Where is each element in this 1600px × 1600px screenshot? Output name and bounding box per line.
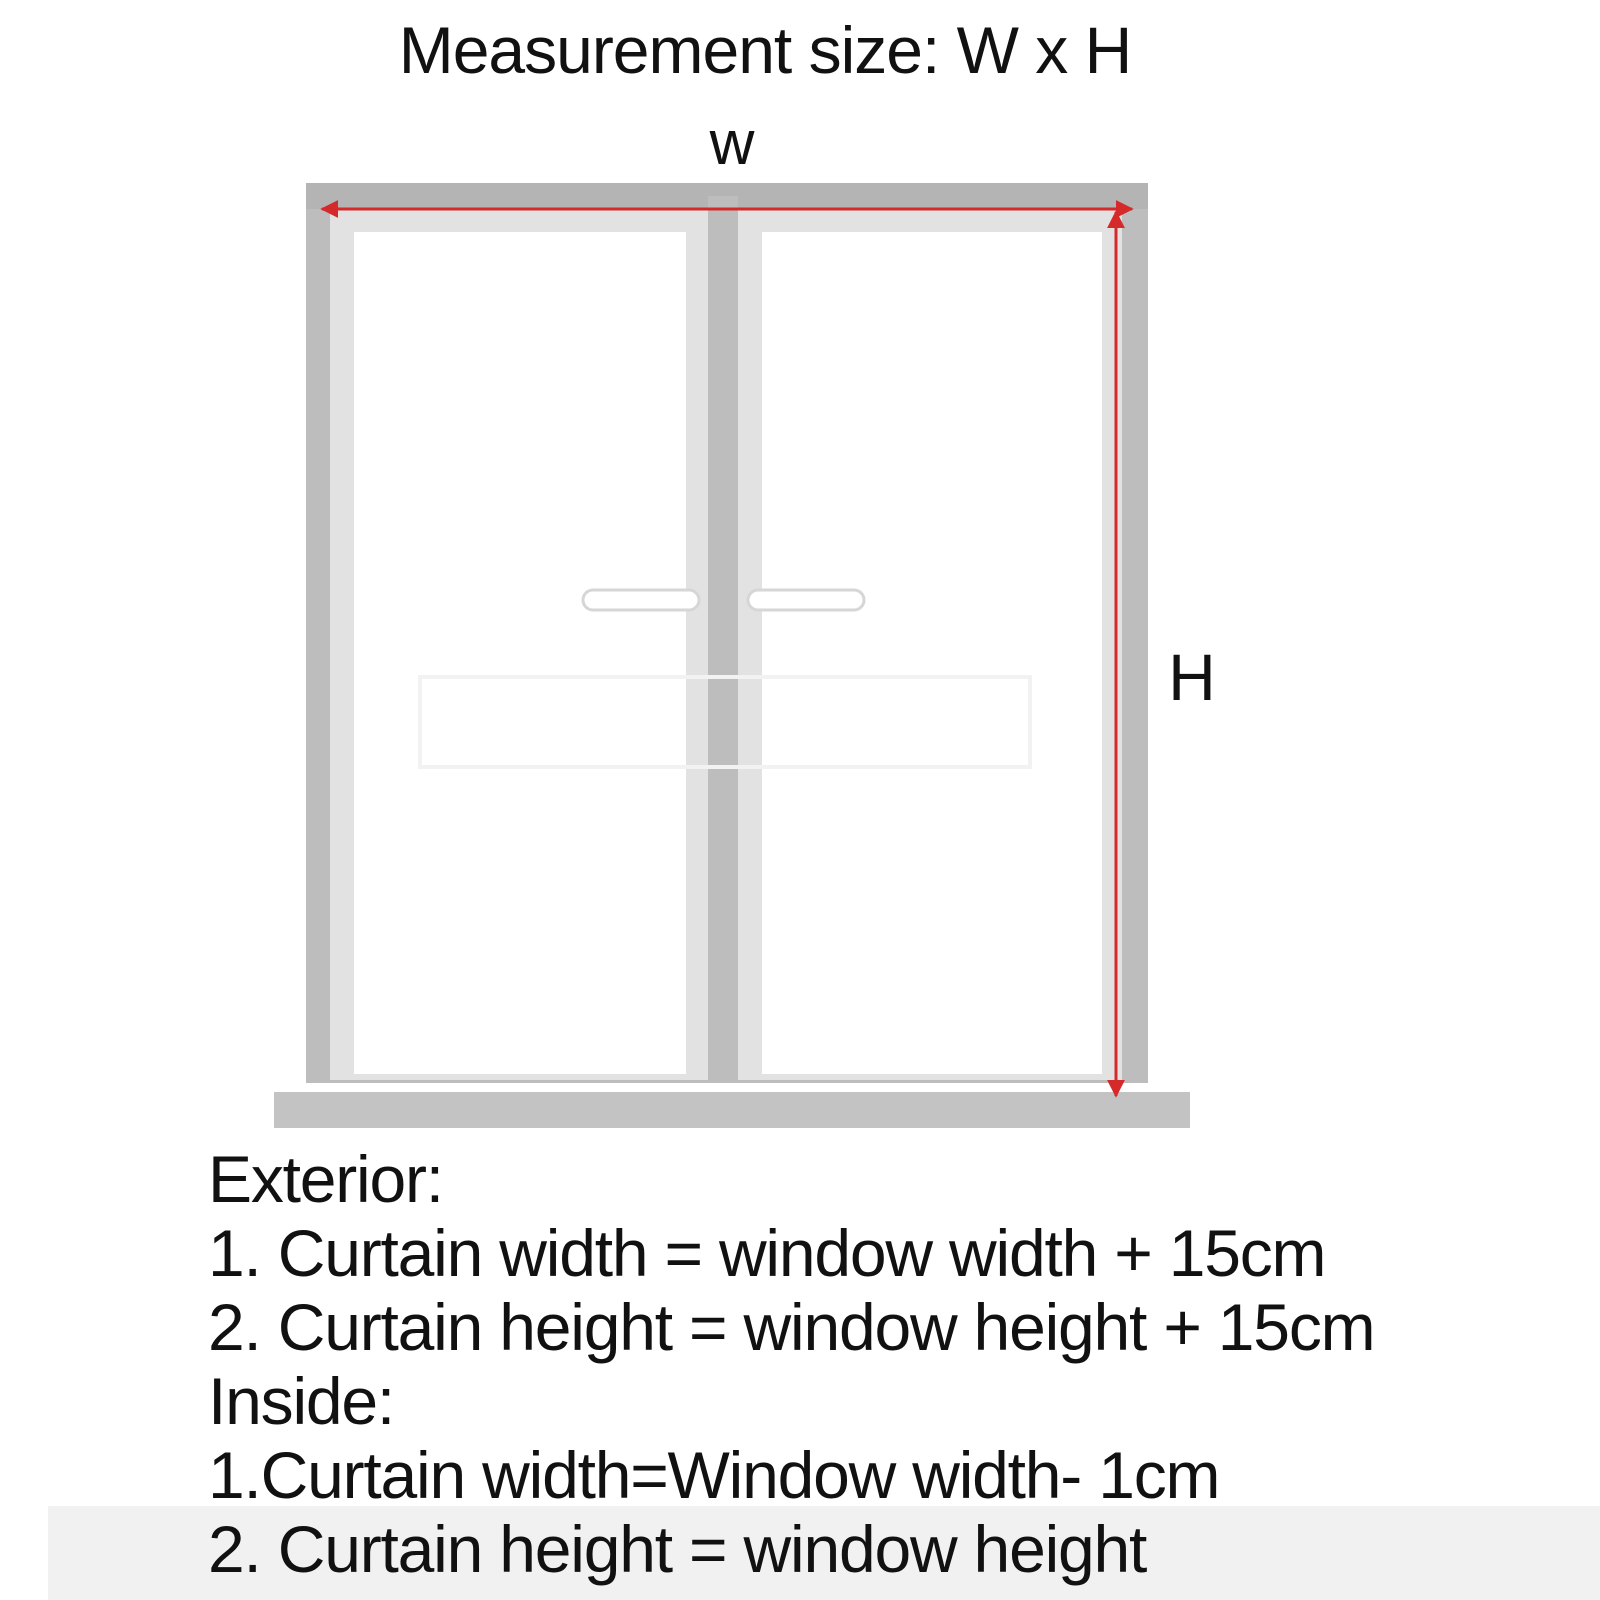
page-title: Measurement size: W x H bbox=[398, 13, 1132, 87]
window-sill bbox=[274, 1092, 1190, 1128]
exterior-heading: Exterior: bbox=[208, 1142, 443, 1216]
height-label: H bbox=[1168, 640, 1216, 714]
inside-item-width: 1.Curtain width=Window width- 1cm bbox=[208, 1438, 1220, 1512]
exterior-item-height: 2. Curtain height = window height + 15cm bbox=[208, 1290, 1375, 1364]
left-handle bbox=[583, 590, 699, 610]
right-handle bbox=[748, 590, 864, 610]
exterior-item-width: 1. Curtain width = window width + 15cm bbox=[208, 1216, 1326, 1290]
inside-heading: Inside: bbox=[208, 1364, 395, 1438]
measurement-notes bbox=[208, 1142, 1578, 1586]
width-label: w bbox=[709, 109, 755, 178]
inside-item-height: 2. Curtain height = window height bbox=[208, 1512, 1147, 1586]
right-glass-pane bbox=[762, 232, 1102, 1074]
left-glass-pane bbox=[354, 232, 686, 1074]
center-mullion bbox=[708, 196, 738, 1082]
